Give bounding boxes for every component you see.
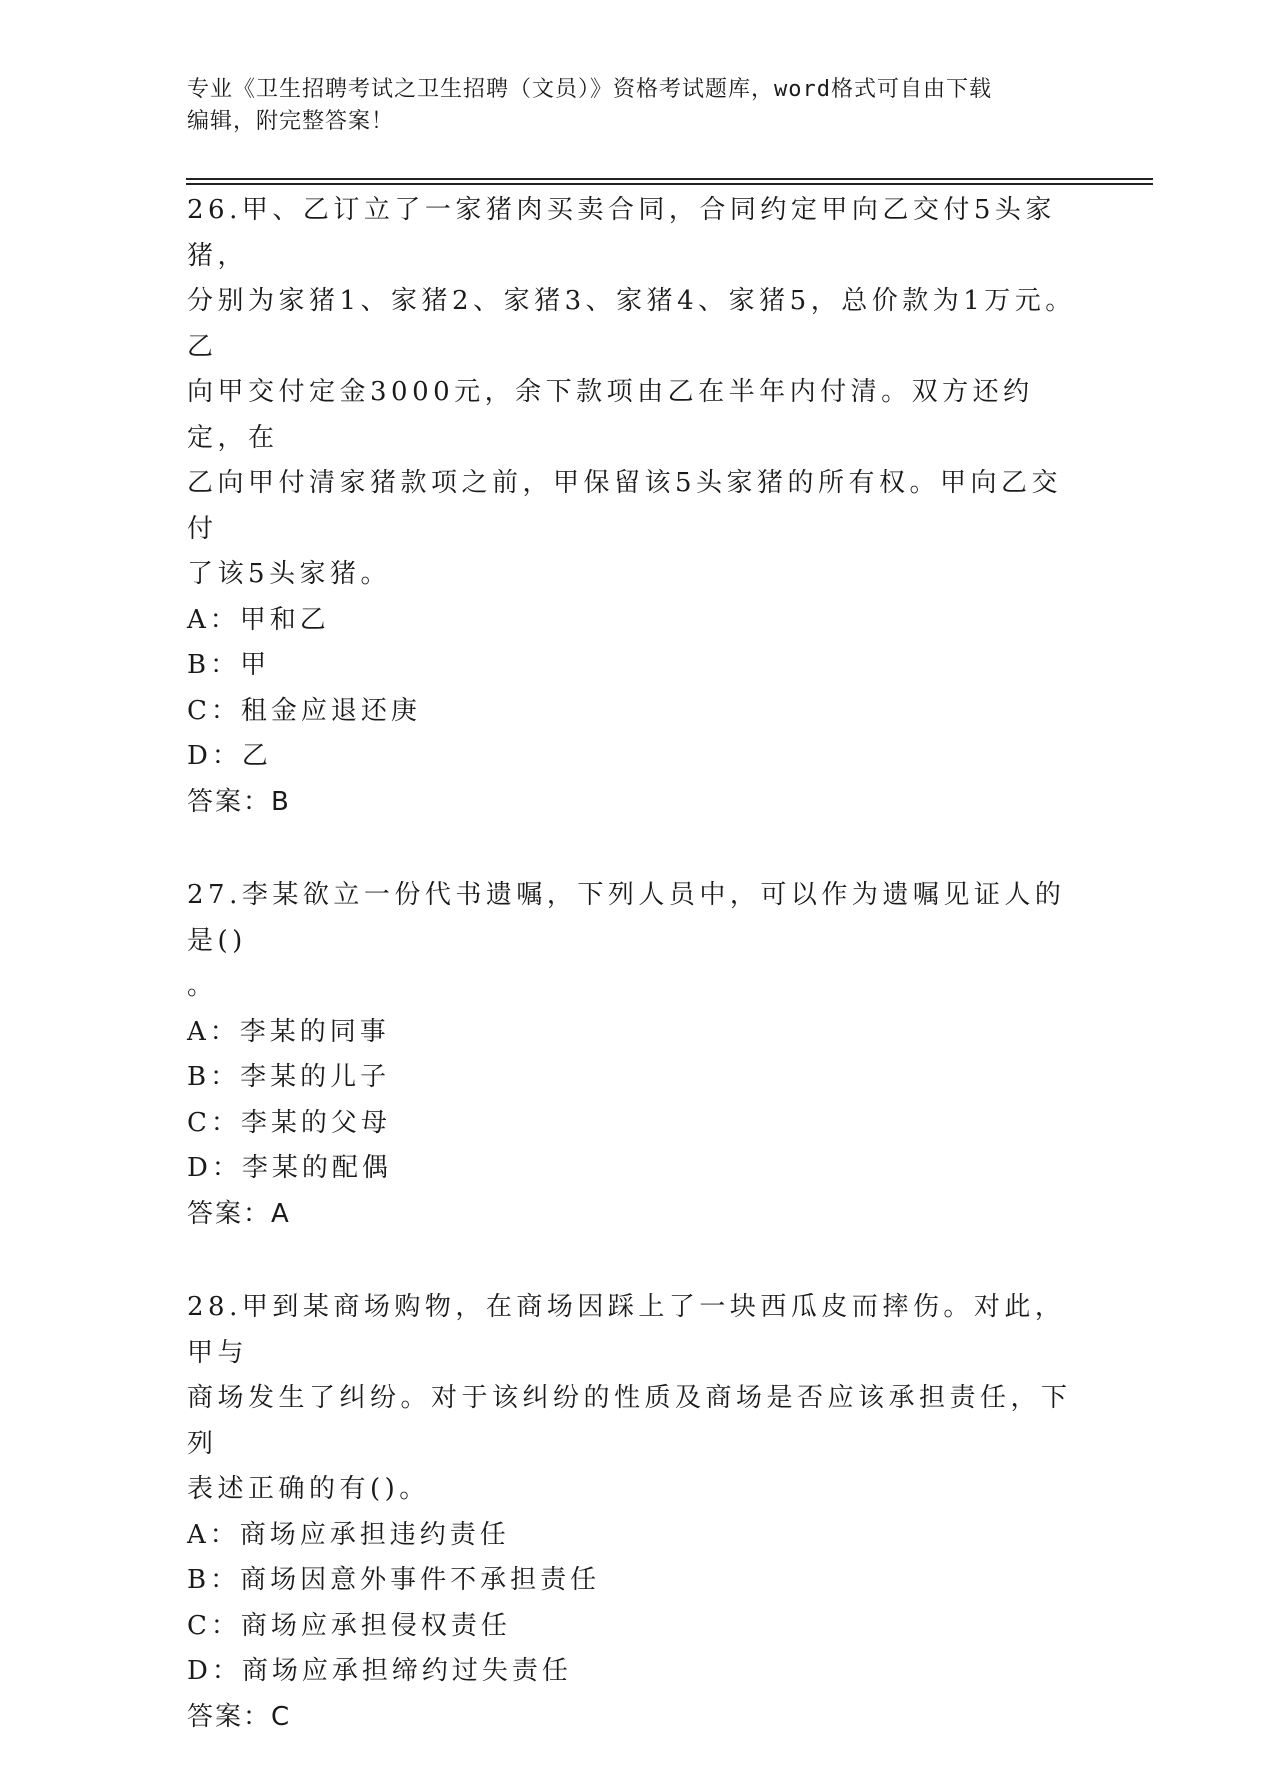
question-27 [187,873,1087,1237]
option-b: B：李某的儿子 [187,1062,391,1092]
option-a: A：李某的同事 [187,1016,390,1047]
stem-line: 表述正确的有()。 [187,1474,430,1504]
question-stem [187,188,1087,598]
question-stem [187,873,1087,1010]
option-a: A：商场应承担违约责任 [187,1519,510,1550]
document-header [187,74,1087,138]
stem-line: 分别为家猪1、家猪2、家猪3、家猪4、家猪5，总价款为1万元。乙 [187,286,1076,362]
option-c: C：商场应承担侵权责任 [187,1610,511,1641]
option-d: D：李某的配偶 [187,1153,392,1183]
header-line-2: 编辑，附完整答案！ [187,109,395,134]
stem-line: 27.李某欲立一份代书遗嘱，下列人员中，可以作为遗嘱见证人的是() [187,880,1066,956]
answer-line: 答案：B [187,786,291,817]
header-rule-top [186,178,1153,180]
question-stem [187,1285,1087,1513]
option-c: C：李某的父母 [187,1107,391,1138]
option-b: B：甲 [187,650,271,680]
stem-line: 。 [187,971,218,1001]
question-26 [187,188,1087,825]
option-b: B：商场因意外事件不承担责任 [187,1565,601,1595]
stem-line: 了该5头家猪。 [187,559,392,589]
answer-line: 答案：A [187,1198,291,1229]
question-28 [187,1285,1087,1740]
stem-line: 向甲交付定金3000元，余下款项由乙在半年内付清。双方还约定，在 [187,377,1034,453]
option-a: A：甲和乙 [187,604,330,635]
option-d: D：乙 [187,741,272,771]
answer-line: 答案：C [187,1701,292,1732]
option-d: D：商场应承担缔约过失责任 [187,1656,572,1686]
question-list [187,188,1087,1788]
stem-line: 28.甲到某商场购物，在商场因踩上了一块西瓜皮而摔伤。对此，甲与 [187,1292,1066,1368]
stem-line: 26.甲、乙订立了一家猪肉买卖合同，合同约定甲向乙交付5头家猪， [187,195,1056,271]
header-line-1: 专业《卫生招聘考试之卫生招聘（文员）》资格考试题库，word格式可自由下载 [187,77,992,102]
header-rule-bottom [186,183,1153,185]
option-c: C：租金应退还庚 [187,695,421,726]
stem-line: 商场发生了纠纷。对于该纠纷的性质及商场是否应该承担责任，下列 [187,1383,1072,1459]
stem-line: 乙向甲付清家猪款项之前，甲保留该5头家猪的所有权。甲向乙交付 [187,468,1063,544]
